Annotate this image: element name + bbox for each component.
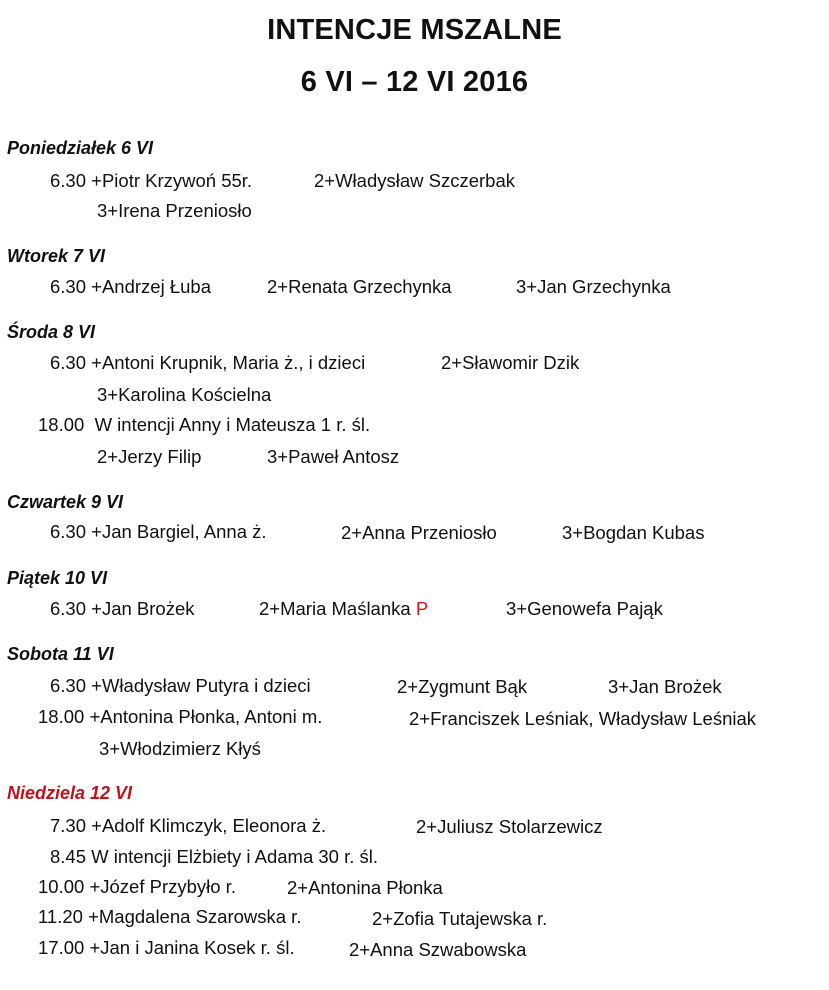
intention xyxy=(259,598,428,620)
intention: 2+Antonina Płonka xyxy=(287,877,443,898)
intention: +Jan i Janina Kosek r. śl. xyxy=(89,937,295,958)
mass-row xyxy=(38,706,322,728)
intention: 3+Genowefa Pająk xyxy=(506,598,663,619)
mass-time: 6.30 xyxy=(50,598,87,619)
mass-time: 6.30 xyxy=(50,352,87,373)
mass-time: 6.30 xyxy=(50,521,87,542)
mass-time: 8.45 xyxy=(50,846,87,867)
mass-row xyxy=(50,598,195,620)
day-heading-friday: Piątek 10 VI xyxy=(7,568,108,588)
mass-time: 11.20 xyxy=(38,906,83,927)
intention: +Jan Bargiel, Anna ż. xyxy=(91,521,267,542)
mass-row xyxy=(38,414,370,436)
intention: 2+Zofia Tutajewska r. xyxy=(372,908,548,929)
intention: 2+Franciszek Leśniak, Władysław Leśniak xyxy=(409,708,757,729)
intention: +Jan Brożek xyxy=(91,598,195,619)
intention: +Magdalena Szarowska r. xyxy=(88,906,302,927)
day-heading-monday: Poniedziałek 6 VI xyxy=(7,138,154,158)
intention: +Andrzej Łuba xyxy=(91,276,211,297)
intention: 3+Irena Przeniosło xyxy=(97,200,252,221)
intention: 3+Włodzimierz Kłyś xyxy=(99,738,261,759)
intention: +Adolf Klimczyk, Eleonora ż. xyxy=(91,815,327,836)
mass-row xyxy=(38,937,295,959)
intention: 3+Karolina Kościelna xyxy=(97,384,272,405)
intention: 2+Anna Przeniosło xyxy=(341,522,497,543)
intention: 2+Juliusz Stolarzewicz xyxy=(416,816,603,837)
intention: 3+Bogdan Kubas xyxy=(562,522,705,543)
day-heading-wednesday: Środa 8 VI xyxy=(7,322,96,342)
day-heading-thursday: Czwartek 9 VI xyxy=(7,492,124,512)
intention: +Władysław Putyra i dzieci xyxy=(91,675,311,696)
mass-row xyxy=(38,906,301,928)
mass-time: 17.00 xyxy=(38,937,85,958)
intention: 2+Anna Szwabowska xyxy=(349,939,527,960)
intention: W intencji Anny i Mateusza 1 r. śl. xyxy=(94,414,371,435)
intention: +Józef Przybyło r. xyxy=(89,876,236,897)
intention: 2+Sławomir Dzik xyxy=(441,352,580,373)
day-heading-sunday: Niedziela 12 VI xyxy=(7,783,133,803)
mass-row xyxy=(50,815,326,837)
mass-time: 18.00 xyxy=(38,414,85,435)
intention: +Antoni Krupnik, Maria ż., i dzieci xyxy=(91,352,366,373)
mass-row xyxy=(38,876,236,898)
intention: +Piotr Krzywoń 55r. xyxy=(91,170,253,191)
intention: +Antonina Płonka, Antoni m. xyxy=(89,706,323,727)
mass-row xyxy=(50,846,378,868)
mass-row xyxy=(50,675,311,697)
intention-text: 2+Maria Maślanka xyxy=(259,598,411,619)
date-range: 6 VI – 12 VI 2016 xyxy=(300,66,529,98)
mass-row xyxy=(50,352,365,374)
intention: 3+Jan Brożek xyxy=(608,676,722,697)
day-heading-tuesday: Wtorek 7 VI xyxy=(7,246,106,266)
mass-time: 7.30 xyxy=(50,815,87,836)
mass-time: 18.00 xyxy=(38,706,85,727)
intention: 2+Zygmunt Bąk xyxy=(397,676,528,697)
mass-time: 6.30 xyxy=(50,276,87,297)
mass-time: 10.00 xyxy=(38,876,85,897)
mass-row xyxy=(50,170,252,192)
mass-row xyxy=(50,276,211,298)
red-p-marker: P xyxy=(415,598,429,619)
page-title: INTENCJE MSZALNE xyxy=(267,14,562,46)
intention: 3+Paweł Antosz xyxy=(267,446,400,467)
mass-time: 6.30 xyxy=(50,170,87,191)
mass-time: 6.30 xyxy=(50,675,87,696)
intention: 2+Jerzy Filip xyxy=(97,446,202,467)
day-heading-saturday: Sobota 11 VI xyxy=(7,644,114,664)
intention: 2+Renata Grzechynka xyxy=(267,276,452,297)
intention: W intencji Elżbiety i Adama 30 r. śl. xyxy=(91,846,379,867)
mass-row xyxy=(50,521,267,543)
intention: 3+Jan Grzechynka xyxy=(516,276,671,297)
intention: 2+Władysław Szczerbak xyxy=(314,170,516,191)
